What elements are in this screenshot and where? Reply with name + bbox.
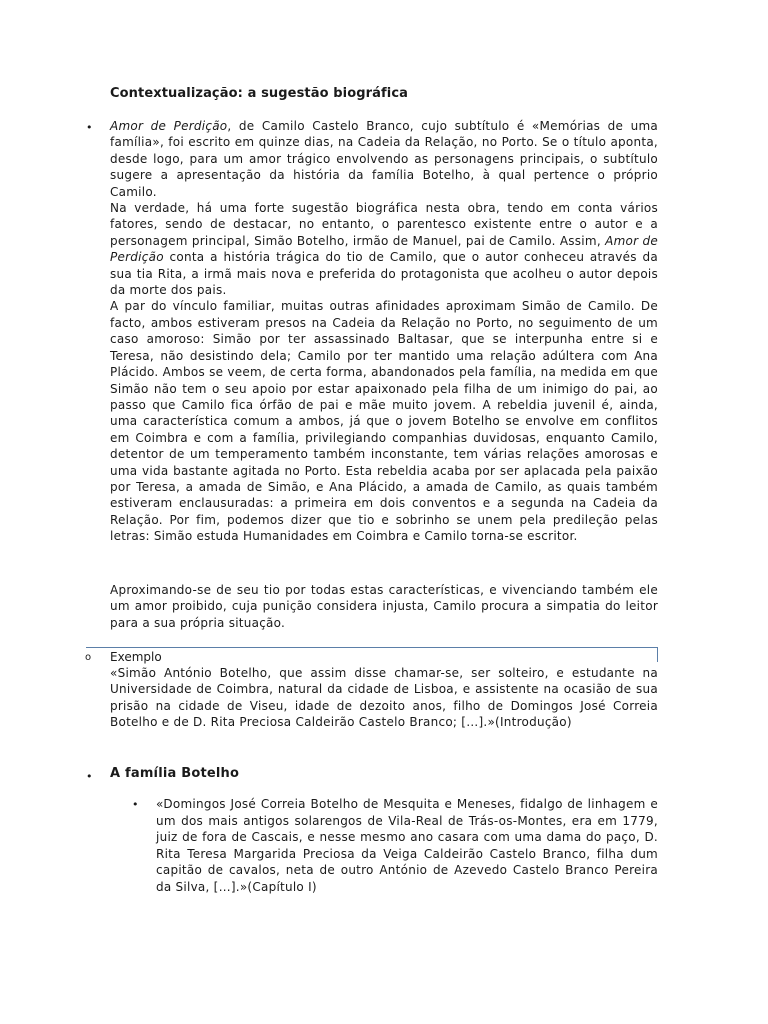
bullet-icon: • xyxy=(86,121,93,134)
divider-line xyxy=(86,647,658,662)
bullet-icon: • xyxy=(86,770,93,783)
work-title: Amor de Perdição xyxy=(110,233,658,265)
exemplo-quote: «Simão António Botelho, que assim disse chamar-se, ser solteiro, e estudante na Universidade de Coimbra, natural da cidade de Lisboa, e assistente na ocasião de sua prisão na cidade de Viseu, idade de dezoito anos, filho de Domingos José Correia Botelho e de D. Rita Preciosa Caldeirão Castelo Branco; […].»(Introdução) xyxy=(110,666,658,730)
work-title: Amor de Perdição xyxy=(110,119,228,133)
intro-text-block xyxy=(110,118,658,545)
conclusion-paragraph: Aproximando-se de seu tio por todas estas características, e vivenciando também ele um amor proibido, cuja punição considera injusta, Camilo procura a simpatia do leitor para a sua própria situação. xyxy=(110,583,658,630)
exemplo-label: Exemplo xyxy=(110,650,162,664)
bullet-icon: • xyxy=(132,798,139,811)
intro-paragraph-1: Amor de Perdição, de Camilo Castelo Branco, cujo subtítulo é «Memórias de uma família», foi escrito em quinze dias, na Cadeia da Relação, no Porto. Se o título aponta, desde logo, para um amor trágico envolvendo as personagens principais, o subtítulo sugere a apresentação da história da família Botelho, à qual pertence o próprio Camilo. xyxy=(110,119,658,199)
intro-paragraph-2: Na verdade, há uma forte sugestão biográfica nesta obra, tendo em conta vários fatores, sendo de destacar, no entanto, o parentesco existente entre o autor e a personagem principal, Simão Botelho, irmão de Manuel, pai de Camilo. Assim, Amor de Perdição conta a história trágica do tio de Camilo, que o autor conheceu através da sua tia Rita, a irmã mais nova e preferida do protagonista que acolheu o autor depois da morte dos pais. xyxy=(110,201,658,298)
familia-title: A família Botelho xyxy=(110,766,240,781)
circle-bullet-icon: o xyxy=(85,652,92,663)
familia-quote: «Domingos José Correia Botelho de Mesquita e Meneses, fidalgo de linhagem e um dos mais antigos solarengos de Vila-Real de Trás-os-Montes, era em 1779, juiz de fora de Cascais, e nesse mesmo ano casara com uma dama do paço, D. Rita Teresa Margarida Preciosa da Veiga Caldeirão Castelo Branco, filha dum capitão de cavalos, neta de outro António de Azevedo Castelo Branco Pereira da Silva, […].»(Capítulo I) xyxy=(156,797,658,894)
section-heading: Contextualização: a sugestão biográfica xyxy=(110,86,409,101)
intro-paragraph-3: A par do vínculo familiar, muitas outras afinidades aproximam Simão de Camilo. De facto, ambos estiveram presos na Cadeia da Relação no Porto, no seguimento de um caso amoroso: Simão por ter assassinado Baltasar, que se interpunha entre si e Teresa, não desistindo dela; Camilo por ter mantido uma relação adúltera com Ana Plácido. Ambos se veem, de certa forma, abandonados pela família, na medida em que Simão não tem o seu apoio por estar apaixonado pela filha de um inimigo do pai, ao passo que Camilo fica órfão de pai e mãe muito jovem. A rebeldia juvenil é, ainda, uma característica comum a ambos, já que o jovem Botelho se envolve em conflitos em Coimbra e com a família, privilegiando companhias duvidosas, enquanto Camilo, detentor de um temperamento também inconstante, tem várias relações amorosas e uma vida bastante agitada no Porto. Esta rebeldia acaba por ser aplacada pela paixão por Teresa, a amada de Simão, e Ana Plácido, a amada de Camilo, as quais também estiveram enclausuradas: a primeira em dois conventos e a segunda na Cadeia da Relação. Por fim, podemos dizer que tio e sobrinho se unem pela predileção pelas letras: Simão estuda Humanidades em Coimbra e Camilo torna-se escritor. xyxy=(110,299,658,544)
